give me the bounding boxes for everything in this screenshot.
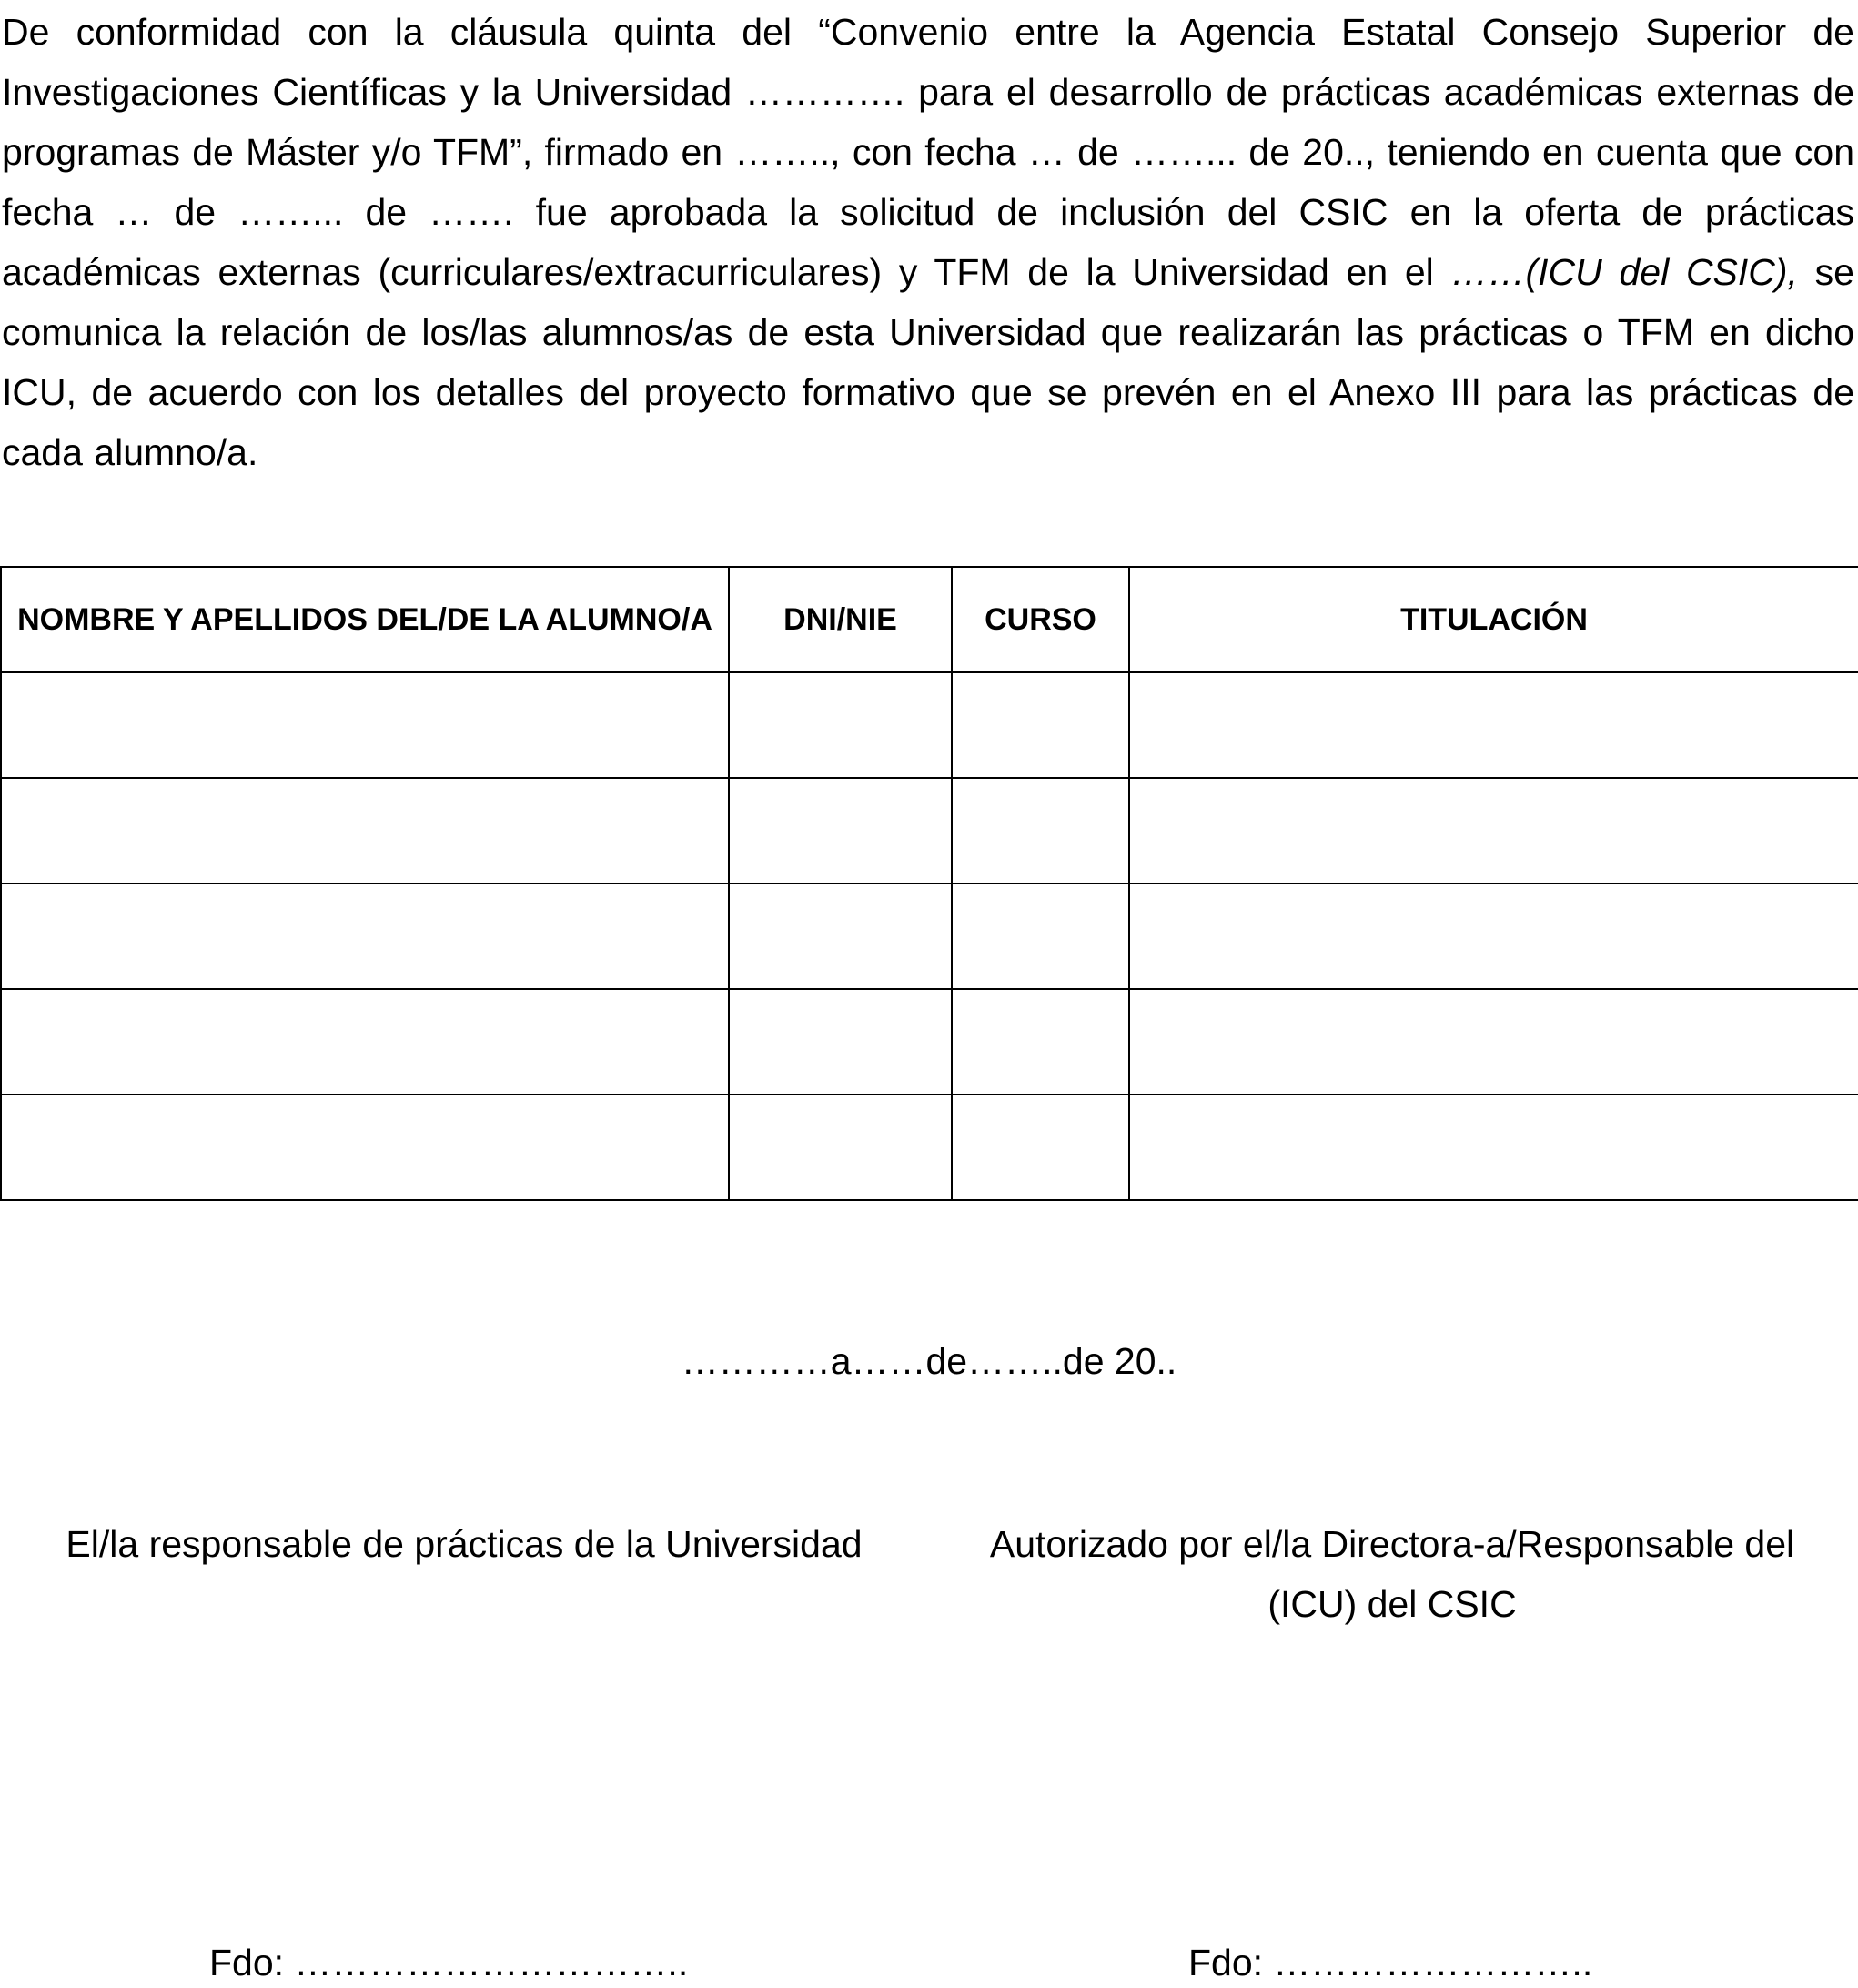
table-header-row xyxy=(1,567,1858,672)
table-row xyxy=(1,989,1858,1095)
cell-dni[interactable] xyxy=(729,1095,952,1200)
cell-curso[interactable] xyxy=(952,1095,1129,1200)
cell-curso[interactable] xyxy=(952,989,1129,1095)
header-dni: DNI/NIE xyxy=(729,567,952,672)
intro-text-part2: se comunica la relación de los/las alumnos/as de esta Universidad que realizarán las prácticas o TFM en dicho ICU, de acuerdo con los detalles del proyecto formativo que se prevén en el Anexo III para las prácticas de cada alumno/a. xyxy=(2,251,1854,473)
cell-curso[interactable] xyxy=(952,672,1129,778)
intro-text-part1: De conformidad con la cláusula quinta del “Convenio entre la Agencia Estatal Consejo Superior de Investigaciones Científicas y la Universidad …………. para el desarrollo de prácticas académicas externas de programas de Máster y/o TFM”, firmado en …….., con fecha … de ……... de 20.., teniendo en cuenta que con fecha … de ……... de ……. fue aprobada la solicitud de inclusión del CSIC en la oferta de prácticas académicas externas (curriculares/extracurriculares) y TFM de la Universidad en el xyxy=(2,11,1854,293)
csic-signatory-label xyxy=(964,1514,1820,1634)
cell-dni[interactable] xyxy=(729,778,952,883)
cell-name[interactable] xyxy=(1,672,729,778)
cell-titulacion[interactable] xyxy=(1129,883,1858,989)
cell-name[interactable] xyxy=(1,1095,729,1200)
csic-signatory-label-line2: (ICU) del CSIC xyxy=(1267,1583,1517,1625)
csic-signatory-label-line1: Autorizado por el/la Directora-a/Responsable del xyxy=(989,1523,1795,1565)
cell-titulacion[interactable] xyxy=(1129,672,1858,778)
cell-titulacion[interactable] xyxy=(1129,1095,1858,1200)
csic-signature-line: Fdo: …………………….. xyxy=(1188,1942,1593,1983)
table-row xyxy=(1,778,1858,883)
table-row xyxy=(1,1095,1858,1200)
table-row xyxy=(1,672,1858,778)
cell-name[interactable] xyxy=(1,989,729,1095)
cell-dni[interactable] xyxy=(729,989,952,1095)
intro-paragraph xyxy=(2,2,1854,482)
cell-curso[interactable] xyxy=(952,778,1129,883)
cell-titulacion[interactable] xyxy=(1129,778,1858,883)
students-table xyxy=(0,566,1858,1201)
cell-dni[interactable] xyxy=(729,672,952,778)
header-titulacion: TITULACIÓN xyxy=(1129,567,1858,672)
cell-dni[interactable] xyxy=(729,883,952,989)
cell-name[interactable] xyxy=(1,778,729,883)
university-signature-line: Fdo: ………………………….. xyxy=(209,1942,689,1983)
header-name: NOMBRE Y APELLIDOS DEL/DE LA ALUMNO/A xyxy=(1,567,729,672)
cell-name[interactable] xyxy=(1,883,729,989)
header-curso: CURSO xyxy=(952,567,1129,672)
cell-curso[interactable] xyxy=(952,883,1129,989)
table-row xyxy=(1,883,1858,989)
university-signatory-label: El/la responsable de prácticas de la Universidad xyxy=(66,1523,863,1565)
date-line: …………a……de……..de 20.. xyxy=(681,1340,1177,1382)
icu-placeholder: ……(ICU del CSIC), xyxy=(1450,251,1798,293)
cell-titulacion[interactable] xyxy=(1129,989,1858,1095)
